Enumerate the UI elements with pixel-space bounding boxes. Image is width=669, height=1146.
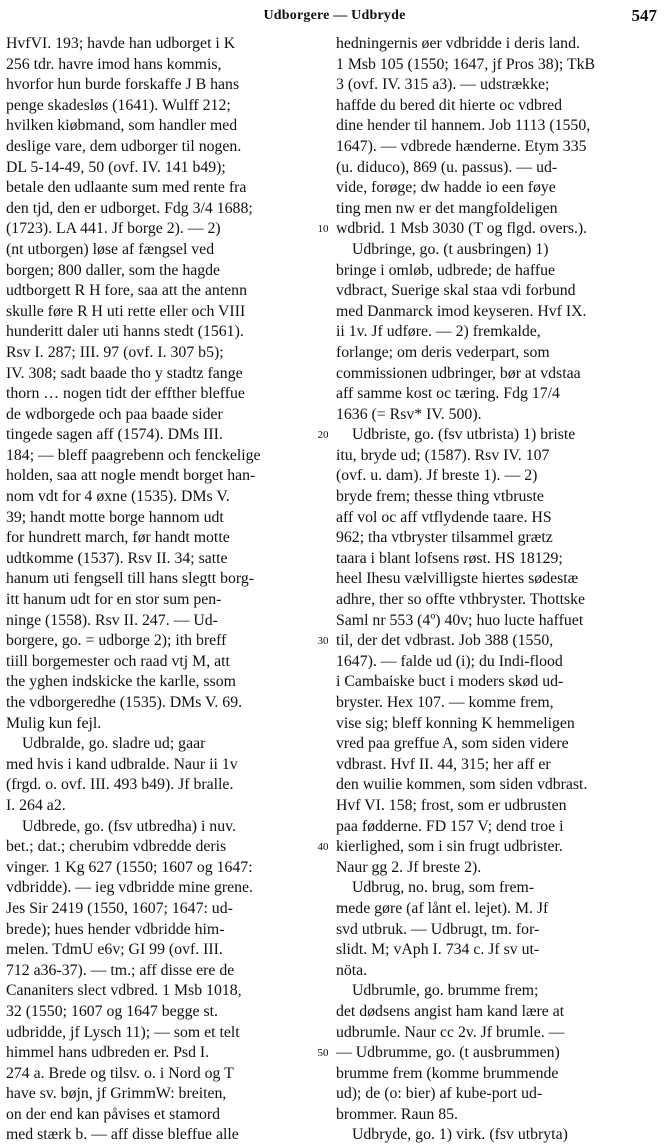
text-line: Mulig kun fejl. [6,714,102,732]
text-line: vdbract, Suerige skal staa vdi forbund [336,282,576,300]
text-line: haffde du bered dit hierte oc vdbred [336,96,563,114]
text-line: den wuilie kommen, som siden vdbrast. [336,776,588,794]
text-line: udbrumle. Naur cc 2v. Jf brumle. — [336,1023,565,1041]
text-line: Udbringe, go. (t ausbringen) 1) [352,240,549,258]
text-line: aff samme kost oc tæring. Fdg 17/4 [336,385,560,403]
text-line: 1636 (= Rsv* IV. 500). [336,405,482,423]
text-line: tiill borgemester och raad vtj M, att [6,652,230,670]
text-line: itu, bryde ud; (1587). Rsv IV. 107 [336,446,550,464]
text-line: 256 tdr. havre imod hans kommis, [6,55,222,73]
text-line: svd utbruk. — Udbrugt, tm. for- [336,920,540,938]
text-line: bringe i omløb, udbrede; de haffue [336,261,556,279]
text-line: forlange; om deris vederpart, som [336,343,550,361]
text-line: taara i blant lofsens røst. HS 18129; [336,549,563,567]
text-line: ii 1v. Jf udføre. — 2) fremkalde, [336,323,541,341]
text-line: med Danmarck imod keyseren. Hvf IX. [336,302,587,320]
text-line: (frgd. o. ovf. III. 493 b49). Jf bralle. [6,776,234,794]
text-line: udbridde, jf Lysch 11); — som et telt [6,1023,240,1041]
text-line: 274 a. Brede og tilsv. o. i Nord og T [6,1064,234,1082]
text-line: vide, forøge; dw hadde io een føye [336,179,556,197]
text-line: hedningernis øer vdbridde i deris land. [336,35,580,52]
text-line: penge skadesløs (1641). Wulff 212; [6,96,231,114]
text-line: bryster. Hex 107. — komme frem, [336,694,554,711]
text-line: himmel hans udbreden er. Psd I. [6,1044,210,1062]
margin-line-number: 10 [317,223,329,236]
text-line: bryde frem; thesse thing vtbruste [336,488,544,506]
text-line: nöta. [336,961,368,979]
text-line: wdbrid. 1 Msb 3030 (T og flgd. overs.). [336,220,588,238]
text-line: Naur gg 2. Jf breste 2). [336,858,482,876]
text-line: HvfVI. 193; havde han udborget i K [6,35,236,52]
text-line: Udbrede, go. (fsv utbredha) i nuv. [22,817,236,835]
text-line: heel Ihesu vælvilligste hiertes sødestæ [336,570,579,588]
text-line: brumme frem (komme brummende [336,1064,559,1082]
text-line: 712 a36-37). — tm.; aff disse ere de [6,961,235,979]
text-line: hunderitt daler uti hanns stedt (1561). [6,323,244,341]
text-line: 1647). — falde ud (i); du Indi-flood [336,652,563,670]
text-line: Hvf VI. 158; frost, som er udbrusten [336,796,567,814]
text-line: kierlighed, som i sin frugt udbrister. [336,838,563,856]
text-line: Cananiters slect vdbred. 1 Msb 1018, [6,982,242,1000]
text-line: tingede sagen aff (1574). DMs III. [6,426,223,444]
text-line: melen. TdmU e6v; GI 99 (ovf. III. [6,941,223,959]
text-line: the vdborgeredhe (1535). DMs V. 69. [6,694,243,711]
text-line: vred paa greffue A, som siden videre [336,735,569,753]
text-line: betale den udlaante sum med rente fra [6,179,247,197]
text-line: vise sig; bleff konning K hemmeligen [336,714,575,732]
text-line: aff vol oc aff vtflydende taare. HS [336,508,552,526]
text-line: vdbrast. Hvf II. 44, 315; her aff er [336,755,551,773]
margin-line-number: 20 [317,429,329,442]
text-line: udtkomme (1537). Rsv II. 34; satte [6,549,228,567]
text-line: — Udbrumme, go. (t ausbrummen) [336,1044,560,1062]
text-line: adhre, ther so offte vthbryster. Thottske [336,591,586,609]
text-line: ninge (1558). Rsv II. 247. — Ud- [6,611,218,629]
text-line: nom vdt for 4 øxne (1535). DMs V. [6,488,230,506]
text-line: det dødsens angist ham kand lære at [336,1002,565,1020]
text-line: IV. 308; sadt baade tho y stadtz fange [6,364,243,382]
text-line: Udbriste, go. (fsv utbrista) 1) briste [352,426,576,444]
text-line: udtborgett R H fore, saa att the antenn [6,282,247,300]
text-line: ud); de (o: bier) af kube-port ud- [336,1085,543,1103]
text-line: 1647). — vdbrede hænderne. Etym 335 [336,137,587,155]
text-line: den tjd, den er udborget. Fdg 3/4 1688; [6,199,253,217]
text-line: hanum uti fengsell till hans slegtt borg- [6,570,255,588]
text-line: have sv. bøjn, jf GrimmW: breiten, [6,1085,227,1103]
text-line: paa fødderne. FD 157 V; dend troe i [336,817,564,835]
text-line: 962; tha vtbryster tilsammel grætz [336,529,553,547]
text-line: dine hender til hannem. Job 1113 (1550, [336,117,591,135]
text-line: 3 (ovf. IV. 315 a3). — udstrække; [336,76,550,94]
text-line: brommer. Raun 85. [336,1105,458,1123]
text-line: holden, saa att nogle mendt borget han- [6,467,256,485]
page-number: 547 [631,6,657,25]
margin-line-number: 50 [317,1047,329,1060]
text-line: brede); hues hender vdbridde him- [6,920,225,938]
text-line: vinger. 1 Kg 627 (1550; 1607 og 1647: [6,858,253,876]
text-line: 184; — bleff paagrebenn och fenckelige [6,446,261,464]
text-line: med hvis i kand udbralde. Naur ii 1v [6,755,238,773]
text-line: vdbridde). — ieg vdbridde mine grene. [6,879,253,897]
page-header [0,4,669,28]
margin-line-number: 30 [317,635,329,648]
text-line: I. 264 a2. [6,796,66,814]
text-line: on der end kan påvises et stamord [6,1105,221,1123]
margin-line-number: 40 [317,841,329,854]
text-line: deslige vare, dem udborger til nogen. [6,137,242,155]
text-line: for hundrett march, før handt motte [6,529,230,547]
text-line: DL 5-14-49, 50 (ovf. IV. 141 b49); [6,158,226,176]
text-line: (ovf. u. dam). Jf breste 1). — 2) [336,467,538,485]
text-line: (nt utborgen) løse af fængsel ved [6,240,215,258]
text-line: thorn … nogen tidt der effther bleffue [6,385,245,403]
text-line: 39; handt motte borge hannom udt [6,508,224,526]
text-line: skulle føre R H uti rette eller och VIII [6,302,246,320]
text-line: ting men nw er det mangfoldeligen [336,199,558,217]
text-line: Jes Sir 2419 (1550, 1607; 1647: ud- [6,899,233,917]
text-line: Saml nr 553 (4º) 40v; huo lucte haffuet [336,611,584,629]
text-line: borgen; 800 daller, som the hagde [6,261,221,279]
text-line: til, der det vdbrast. Job 388 (1550, [336,632,554,650]
left-column [6,34,312,1146]
text-line: Udbralde, go. sladre ud; gaar [22,735,206,753]
text-line: slidt. M; vAph I. 734 c. Jf sv ut- [336,941,540,959]
text-line: 1 Msb 105 (1550; 1647, jf Pros 38); TkB [336,55,596,73]
right-column [336,34,658,1146]
text-line: 32 (1550; 1607 og 1647 begge st. [6,1002,218,1020]
text-line: commissionen udbringer, bør at vdstaa [336,364,581,382]
text-line: med stærk b. — aff disse bleffue alle [6,1126,239,1144]
text-line: Rsv I. 287; III. 97 (ovf. I. 307 b5); [6,343,224,361]
text-line: Udbryde, go. 1) virk. (fsv utbryta) [352,1126,568,1144]
text-line: (1723). LA 441. Jf borge 2). — 2) [6,220,221,238]
text-line: the yghen indskicke the karlle, ssom [6,673,236,691]
text-line: hvilken kiøbmand, som handler med [6,117,238,135]
text-line: bet.; dat.; cherubim vdbredde deris [6,838,227,856]
text-line: Udbrug, no. brug, som frem- [352,879,535,897]
text-line: Udbrumle, go. brumme frem; [352,982,539,1000]
text-line: hvorfor hun burde forskaffe J B hans [6,76,240,94]
text-line: itt hanum udt for en stor sum pen- [6,591,222,609]
text-line: (u. diduco), 869 (u. passus). — ud- [336,158,558,176]
running-head: Udborgere — Udbryde [263,8,406,23]
text-line: borgere, go. = udborge 2); ith breff [6,632,227,650]
text-line: i Cambaiske buct i moders skød ud- [336,673,564,691]
text-line: de wdborgede och paa baade sider [6,405,223,423]
text-line: mede gøre (af lånt el. lejet). M. Jf [336,899,549,917]
